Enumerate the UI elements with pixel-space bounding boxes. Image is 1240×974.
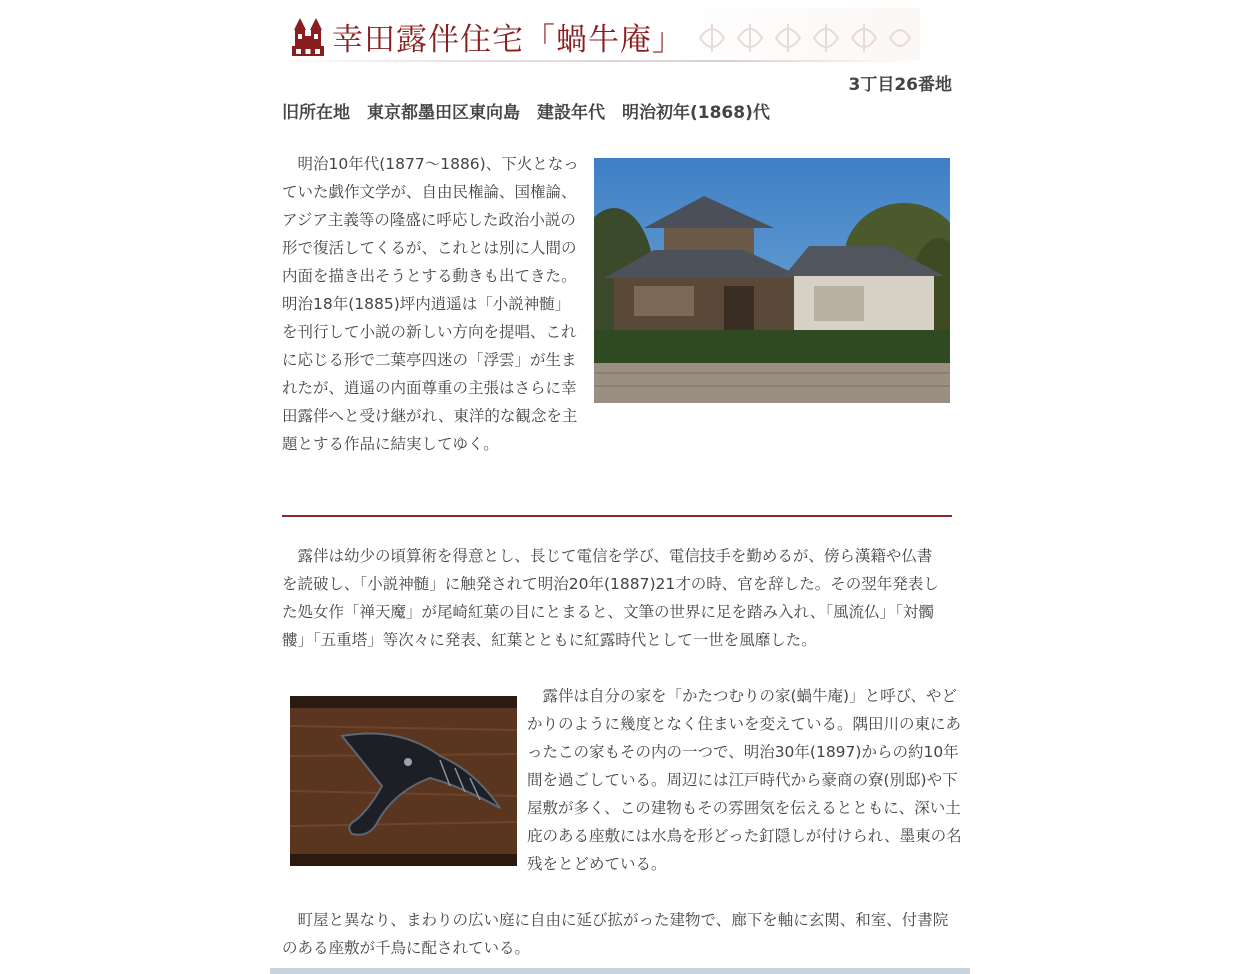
waterbird-nail-cover-photo [290,696,517,866]
address-line: 旧所在地 東京都墨田区東向島 建設年代 明治初年(1868)代 [282,103,770,123]
section-divider [282,515,952,517]
intro-section [282,150,950,458]
page-title: 幸田露伴住宅「蝸牛庵」 [332,22,684,58]
house-photo [594,158,950,403]
bottom-bar [270,968,970,974]
house-section [282,682,962,878]
butterfly-ornament-icon [690,18,920,58]
title-bar [270,8,920,60]
intro-paragraph: 明治10年代(1877〜1886)、下火となっていた戯作文学が、自由民権論、国権論、アジア主義等の隆盛に呼応した政治小説の形で復活してくるが、これとは別に人間の内面を描き出そうとする動きも出てきた。明治18年(1885)坪内逍遥は「小説神髄」を刊行して小説の新しい方向を提唱、これに応じる形で二葉亭四迷の「浮雲」が生まれたが、逍遥の内面尊重の主張はさらに幸田露伴へと受け継がれ、東洋的な観念を主題とする作品に結実してゆく。 [282,155,579,453]
layout-section [282,906,950,962]
building-logo-icon [290,16,326,58]
biography-section [282,542,940,654]
layout-paragraph: 町屋と異なり、まわりの広い庭に自由に延び拡がった建物で、廊下を軸に玄関、和室、付書院のある座敷が千鳥に配されている。 [282,911,949,957]
house-paragraph: 露伴は自分の家を「かたつむりの家(蝸牛庵)」と呼び、やどかりのように幾度となく住まいを変えている。隅田川の東にあったこの家もその内の一つで、明治30年(1897)からの約10年間を過ごしている。周辺には江戸時代から豪商の寮(別邸)や下屋敷が多く、この建物もその雰囲気を伝えるとともに、深い土庇のある座敷には水鳥を形どった釘隠しが付けられ、墨東の名残をとどめている。 [527,687,962,873]
title-rule [270,60,920,62]
biography-paragraph: 露伴は幼少の頃算術を得意とし、長じて電信を学び、電信技手を勤めるが、傍ら漢籍や仏書を読破し、「小説神髄」に触発されて明治20年(1887)21才の時、官を辞した。その翌年発表した処女作「禅天魔」が尾崎紅葉の目にとまると、文筆の世界に足を踏み入れ、「風流仏」「対髑髏」「五重塔」等次々に発表、紅葉とともに紅露時代として一世を風靡した。 [282,547,939,649]
page [270,0,970,974]
address-fragment: 3丁目26番地 [848,75,952,95]
